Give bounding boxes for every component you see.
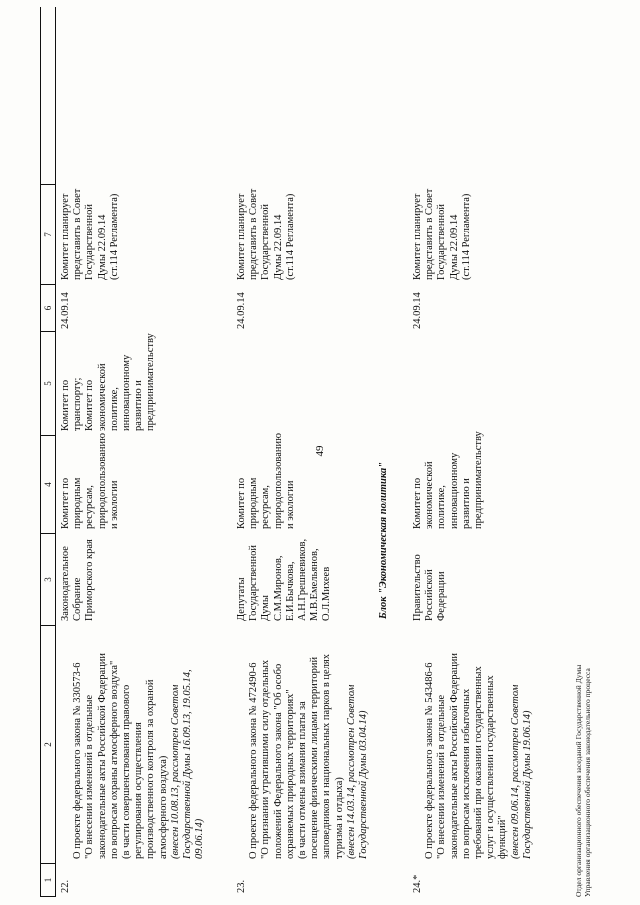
table-row bbox=[60, 184, 219, 897]
bill-title: О проекте федерального закона № 330573-6 "О внесении изменений в отдельные законодательные акты Российской Федерации по вопросам охраны атмосферного воздуха" (в части совершенствования правового регулирования осуществления производственного контроля за охраной атмосферного воздуха) bbox=[72, 652, 169, 859]
review-date: 24.09.14 bbox=[412, 292, 423, 329]
row-number: 23. bbox=[236, 879, 247, 893]
review-date: 24.09.14 bbox=[236, 292, 247, 329]
page-number: 49 bbox=[314, 445, 326, 457]
table-header-row bbox=[40, 7, 56, 897]
committee-plan: Комитет планирует представить в Совет Государственной Думы 22.09.14 (ст.114 Регламента) bbox=[412, 188, 472, 280]
bill-description bbox=[60, 625, 219, 863]
committee-plan: Комитет планирует представить в Совет Государственной Думы 22.09.14 (ст.114 Регламента) bbox=[60, 188, 120, 280]
bill-title: О проекте федерального закона № 543486-6 "О внесении изменений в отдельные законодательные акты Российской Федерации по вопросам исключения избыточных требований при оказании государственных услуг и осуществлении государственных функций" bbox=[424, 652, 509, 859]
bill-note: (внесен 14.03.14, рассмотрен Советом Государственной Думы 03.04.14) bbox=[345, 684, 370, 859]
table-row bbox=[236, 184, 382, 897]
bill-initiator: Депутаты Государственной Думы С.М.Миронов, Е.И.Бычкова, А.Н.Грешневиков, М.В.Емельянов, О.Л.Михеев bbox=[236, 538, 333, 621]
bill-table bbox=[40, 7, 600, 897]
header-col-6: 6 bbox=[41, 284, 55, 331]
header-col-2: 2 bbox=[41, 625, 55, 863]
header-col-3: 3 bbox=[41, 533, 55, 625]
block-title: Блок "Экономическая политика" bbox=[378, 461, 389, 620]
co-committee bbox=[412, 331, 546, 435]
page-footer: Отдел организационного обеспечения заседаний Государственной Думы Управления организационного обеспечения законодательного процесса bbox=[574, 664, 592, 897]
responsible-committee: Комитет по природным ресурсам, природопользованию и экологии bbox=[236, 433, 296, 529]
header-col-5: 5 bbox=[41, 331, 55, 435]
co-committee: Комитет по транспорту; Комитет по экономической политике, инновационному развитию и предпринимательству bbox=[60, 333, 157, 431]
responsible-committee: Комитет по природным ресурсам, природопользованию и экологии bbox=[60, 433, 120, 529]
responsible-committee: Комитет по экономической политике, инновационному развитию и предпринимательству bbox=[412, 431, 485, 529]
bill-note: (внесен 09.06.14, рассмотрен Советом Государственной Думы 19.06.14) bbox=[509, 684, 533, 859]
bill-description bbox=[236, 625, 382, 863]
co-committee bbox=[236, 331, 382, 435]
row-number: 22. bbox=[60, 879, 71, 893]
bill-note: (внесен 10.08.13, рассмотрен Советом Государственной Думы 16.09.13, 19.05.14, 09.06.14) bbox=[169, 669, 206, 859]
committee-plan: Комитет планирует представить в Совет Государственной Думы 22.09.14 (ст.114 Регламента) bbox=[236, 188, 296, 280]
header-col-4: 4 bbox=[41, 435, 55, 533]
row-number: 24.* bbox=[412, 874, 423, 893]
header-col-1: 1 bbox=[41, 863, 55, 897]
header-col-7: 7 bbox=[41, 184, 55, 284]
bill-description bbox=[412, 625, 546, 863]
landscape-table-page bbox=[40, 7, 600, 897]
review-date: 24.09.14 bbox=[60, 292, 71, 329]
bill-title: О проекте федерального закона № 472490-6 "О признании утратившими силу отдельных положений Федерального закона "Об особо охраняемых природных территориях" (в части отмены взимания платы за посещение физическими лицами территорий заповедников и национальных парков в целях туризма и отдыха) bbox=[248, 653, 345, 859]
bill-initiator: Правительство Российской Федерации bbox=[412, 554, 448, 621]
bill-initiator: Законодательное Собрание Приморского края bbox=[60, 539, 96, 621]
table-row bbox=[412, 184, 546, 897]
